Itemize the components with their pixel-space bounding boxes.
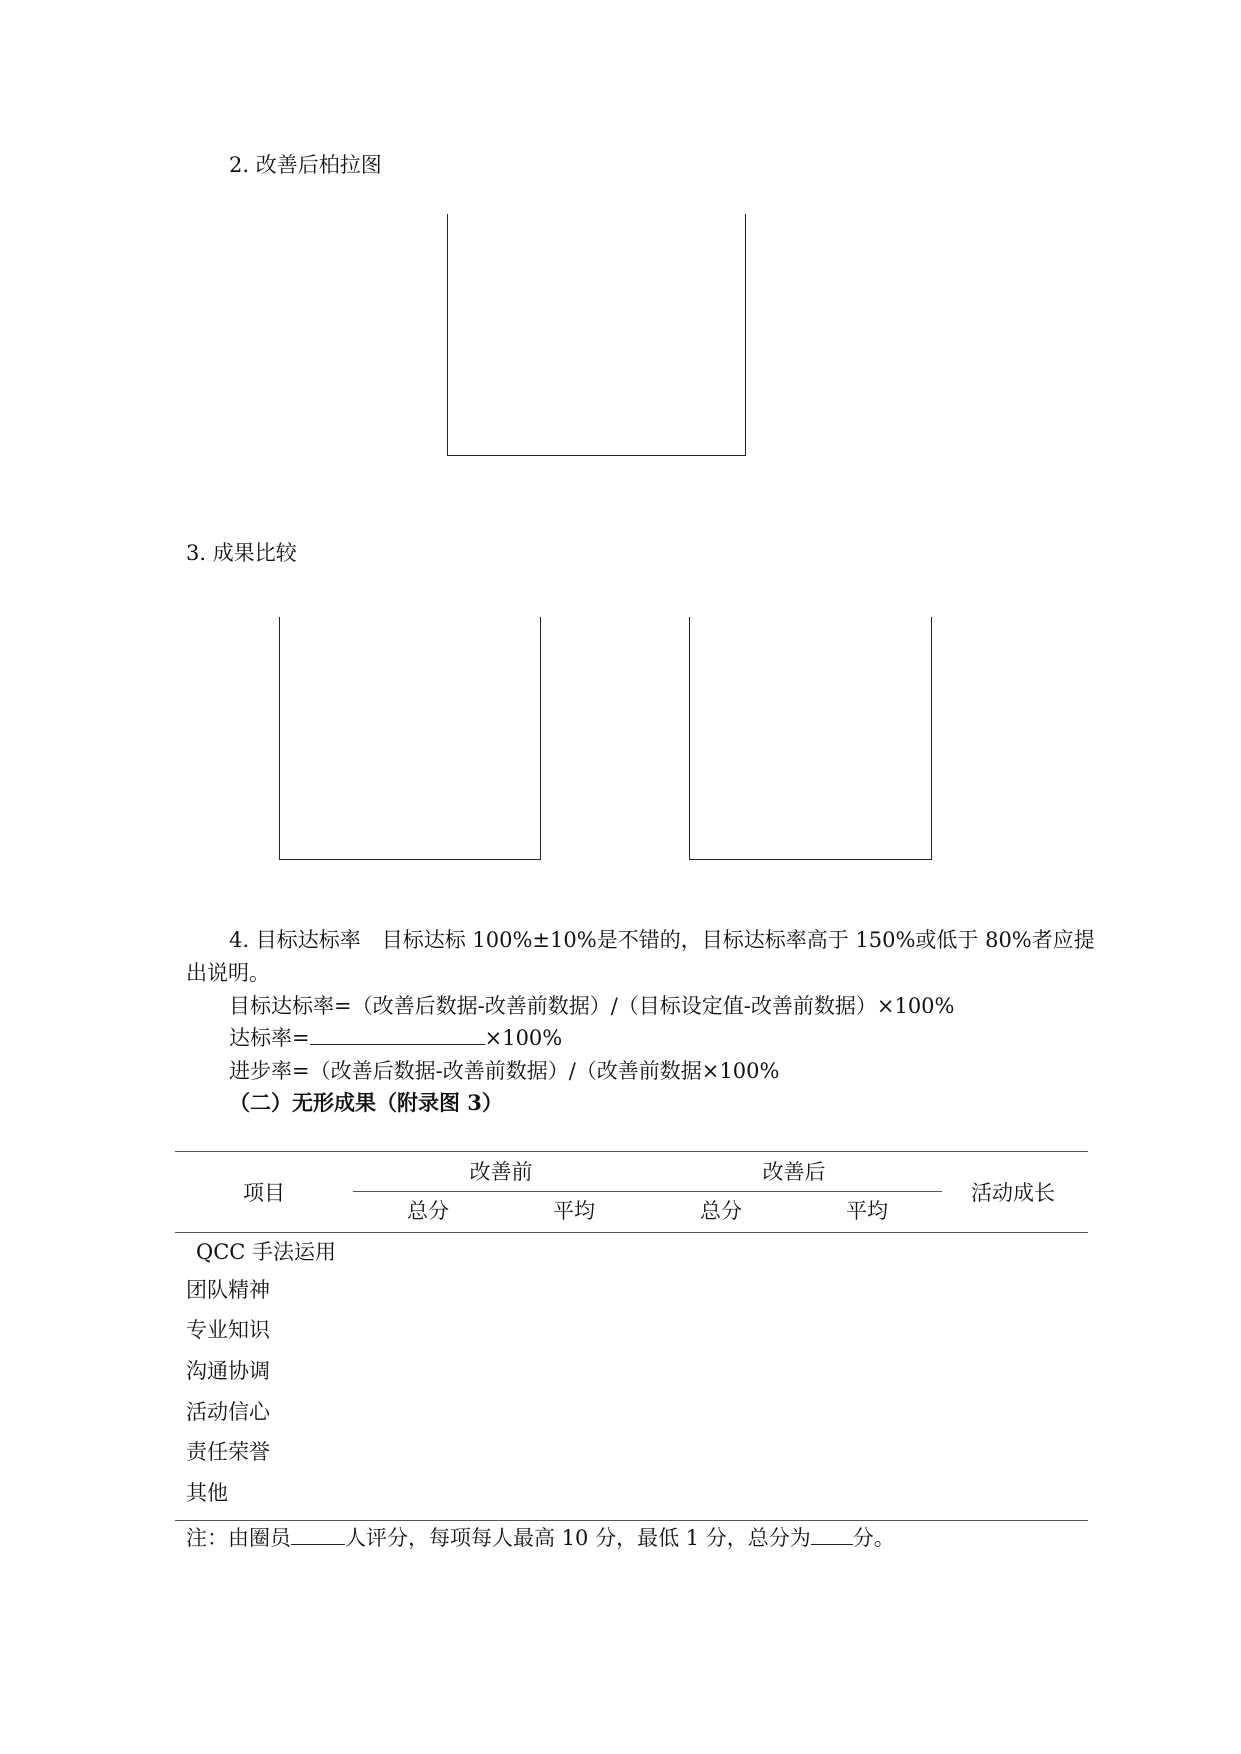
- subheader-total-before: 总分: [407, 1199, 449, 1223]
- table-row: 责任荣誉: [186, 1440, 270, 1464]
- subheader-avg-after: 平均: [846, 1199, 888, 1223]
- formula-achievement-rate: [229, 1028, 562, 1049]
- note-blank-members: [291, 1543, 345, 1545]
- formula-blank: [310, 1043, 485, 1045]
- subheader-avg-before: 平均: [553, 1199, 595, 1223]
- formula-achievement-prefix: 达标率=: [229, 1026, 310, 1050]
- note-part-1: 注：由圈员: [186, 1526, 291, 1550]
- formula-target-rate: 目标达标率=（改善后数据-改善前数据）/（目标设定值-改善前数据）×100%: [229, 994, 955, 1018]
- header-growth: 活动成长: [971, 1181, 1055, 1205]
- comparison-chart-frame-right: [689, 617, 932, 860]
- table-row: 团队精神: [186, 1278, 270, 1302]
- table-bottom-rule: [175, 1520, 1088, 1521]
- header-item: 项目: [243, 1181, 285, 1205]
- note-part-3: 分。: [852, 1526, 895, 1550]
- section-4-line-2: 出说明。: [186, 961, 270, 985]
- formula-achievement-suffix: ×100%: [484, 1026, 563, 1050]
- table-top-rule: [175, 1151, 1088, 1152]
- table-header-rule: [175, 1232, 1088, 1233]
- table-row: 其他: [186, 1481, 228, 1505]
- section-4-line-1: 4. 目标达标率 目标达标 100%±10%是不错的，目标达标率高于 150%或低于 80%者应提: [229, 928, 1095, 952]
- comparison-chart-frame-left: [279, 617, 541, 860]
- header-before: 改善前: [469, 1160, 533, 1184]
- formula-progress-rate: 进步率=（改善后数据-改善前数据）/（改善前数据×100%: [229, 1059, 780, 1083]
- table-row: 活动信心: [186, 1400, 270, 1424]
- table-group-rule: [353, 1191, 942, 1192]
- note-part-2: 人评分，每项每人最高 10 分，最低 1 分，总分为: [345, 1526, 811, 1550]
- intangible-results-heading: （二）无形成果（附录图 3）: [229, 1090, 503, 1115]
- table-row: QCC 手法运用: [196, 1240, 337, 1264]
- section-3-heading: 3. 成果比较: [186, 541, 297, 565]
- table-row: 专业知识: [186, 1318, 270, 1342]
- pareto-chart-frame: [447, 214, 746, 456]
- header-after: 改善后: [762, 1160, 826, 1184]
- scoring-note: [186, 1528, 895, 1549]
- subheader-total-after: 总分: [700, 1199, 742, 1223]
- table-row: 沟通协调: [186, 1359, 270, 1383]
- note-blank-total: [811, 1543, 853, 1545]
- section-2-heading: 2. 改善后柏拉图: [229, 153, 382, 177]
